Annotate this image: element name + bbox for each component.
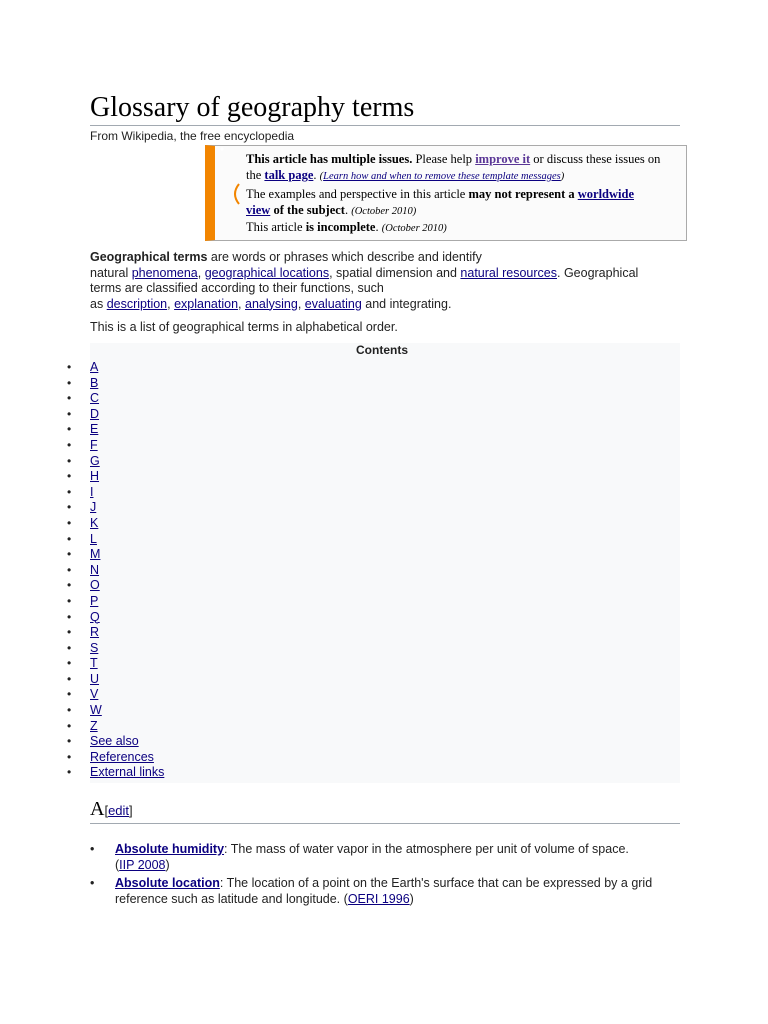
issues-notice-box	[205, 145, 687, 241]
toc-item	[90, 516, 164, 532]
paren: (	[319, 171, 324, 182]
toc-item	[90, 407, 164, 423]
issue-incomplete	[246, 219, 447, 237]
toc-item	[90, 610, 164, 626]
issue-text: .	[344, 203, 352, 217]
toc-item	[90, 672, 164, 688]
intro-line	[90, 266, 680, 282]
section-heading-a	[90, 798, 133, 821]
toc-link[interactable]: N	[90, 562, 100, 577]
toc-item	[90, 656, 164, 672]
issues-summary-line	[246, 151, 660, 167]
toc-item	[90, 765, 164, 781]
toc-link[interactable]: L	[90, 531, 97, 546]
toc-item	[90, 734, 164, 750]
intro-line	[90, 250, 680, 266]
toc-link[interactable]: G	[90, 453, 100, 468]
issue-bold: of the subject	[270, 203, 345, 217]
worldwide-link[interactable]: worldwide	[577, 187, 634, 201]
toc-link-references[interactable]: References	[90, 749, 154, 764]
toc-link[interactable]: J	[90, 500, 97, 515]
issue-text: The examples and perspective in this article	[246, 187, 469, 201]
intro-text: ,	[297, 296, 305, 311]
intro-bold-term: Geographical terms	[90, 250, 208, 264]
toc-item	[90, 703, 164, 719]
toc-item	[90, 454, 164, 470]
section-heading-text: A	[90, 798, 105, 820]
description-link[interactable]: description	[106, 296, 168, 311]
toc-item	[90, 750, 164, 766]
citation-link[interactable]: IIP 2008	[119, 858, 166, 872]
toc-item	[90, 469, 164, 485]
intro-text: as	[90, 296, 107, 311]
edit-section-wrapper	[104, 803, 132, 818]
learn-remove-templates-link[interactable]: Learn how and when to remove these template messages	[323, 171, 561, 182]
issue-text: .	[375, 220, 382, 234]
toc-link[interactable]: P	[90, 593, 99, 608]
intro-text: ,	[167, 296, 175, 311]
intro-text: and integrating.	[361, 296, 452, 311]
notice-expand-icon[interactable]	[229, 182, 241, 206]
issue-worldwide-view-cont	[246, 202, 416, 220]
glossary-term-list	[90, 841, 665, 909]
intro-paragraph	[90, 250, 680, 312]
toc-link[interactable]: K	[90, 515, 99, 530]
toc-item	[90, 438, 164, 454]
issue-bold: is incomplete	[305, 220, 376, 234]
toc-link[interactable]: I	[90, 484, 94, 499]
paren: )	[165, 858, 170, 872]
toc-link-external-links[interactable]: External links	[90, 765, 165, 780]
issues-talk-line	[246, 167, 564, 185]
toc-link[interactable]: U	[90, 671, 100, 686]
toc-item	[90, 376, 164, 392]
title-divider	[90, 125, 680, 126]
toc-link[interactable]: W	[90, 703, 102, 718]
issues-summary-bold: This article has multiple issues.	[246, 152, 413, 166]
issue-date: (October 2010)	[381, 223, 447, 234]
paren: (	[343, 892, 348, 906]
toc-link[interactable]: V	[90, 687, 99, 702]
issues-text: .	[313, 168, 320, 182]
toc-item	[90, 625, 164, 641]
toc-link[interactable]: F	[90, 437, 98, 452]
toc-link-see-also[interactable]: See also	[90, 734, 139, 749]
toc-link[interactable]: D	[90, 406, 100, 421]
toc-item	[90, 578, 164, 594]
intro-text: terms are classified according to their functions, such	[90, 281, 384, 295]
term-definition: : The mass of water vapor in the atmosphere per unit of volume of space.	[224, 842, 629, 856]
bracket: ]	[129, 803, 133, 818]
glossary-entry	[90, 875, 665, 907]
bracket: [	[104, 803, 109, 818]
intro-text: , spatial dimension and	[329, 265, 461, 280]
issue-date: (October 2010)	[351, 206, 417, 217]
page-title: Glossary of geography terms	[90, 92, 415, 123]
notice-accent-icon	[219, 146, 225, 152]
section-divider	[90, 823, 680, 824]
evaluating-link[interactable]: evaluating	[304, 296, 362, 311]
toc-item	[90, 532, 164, 548]
toc-link[interactable]: Z	[90, 718, 98, 733]
term-link[interactable]: Absolute humidity	[115, 842, 225, 856]
learn-more-wrapper	[320, 171, 565, 182]
intro-line	[90, 281, 680, 297]
intro-text: ,	[197, 265, 205, 280]
intro-line	[90, 297, 680, 313]
phenomena-link[interactable]: phenomena	[131, 265, 198, 280]
toc-item	[90, 485, 164, 501]
analysing-link[interactable]: analysing	[245, 296, 298, 311]
toc-link[interactable]: B	[90, 375, 99, 390]
issues-text: the	[246, 168, 265, 182]
term-definition: : The location of a point on the Earth's surface that can be expressed by a grid reference such as latitude and longitude.	[115, 876, 653, 906]
table-of-contents	[90, 343, 680, 783]
toc-item	[90, 563, 164, 579]
toc-link[interactable]: O	[90, 578, 100, 593]
worldwide-view-link[interactable]: view	[246, 203, 271, 217]
toc-link[interactable]: M	[90, 547, 101, 562]
list-intro-text: This is a list of geographical terms in alphabetical order.	[90, 320, 398, 334]
toc-item	[90, 422, 164, 438]
term-link[interactable]: Absolute location	[115, 876, 220, 890]
tagline: From Wikipedia, the free encyclopedia	[90, 129, 295, 143]
explanation-link[interactable]: explanation	[174, 296, 239, 311]
toc-item	[90, 391, 164, 407]
paren: )	[560, 171, 565, 182]
issue-text: This article	[246, 220, 306, 234]
toc-link[interactable]: A	[90, 360, 99, 374]
paren: )	[409, 892, 414, 906]
paren: (	[115, 858, 120, 872]
citation-link[interactable]: OERI 1996	[347, 892, 410, 906]
toc-link[interactable]: T	[90, 656, 98, 671]
toc-link[interactable]: Q	[90, 609, 100, 624]
toc-item	[90, 594, 164, 610]
intro-text: ,	[238, 296, 245, 311]
toc-item	[90, 641, 164, 657]
toc-link[interactable]: R	[90, 625, 100, 640]
issue-bold: may not represent a	[468, 187, 575, 201]
toc-item	[90, 547, 164, 563]
issues-text: Please help	[412, 152, 476, 166]
intro-text: are words or phrases which describe and identify	[207, 250, 482, 264]
intro-text: natural	[90, 265, 132, 280]
talk-page-link[interactable]: talk page	[264, 168, 314, 182]
toc-link[interactable]: E	[90, 422, 99, 437]
toc-item	[90, 719, 164, 735]
toc-list	[90, 360, 164, 781]
toc-link[interactable]: H	[90, 469, 100, 484]
toc-link[interactable]: S	[90, 640, 99, 655]
edit-section-link[interactable]: edit	[108, 803, 130, 818]
glossary-entry	[90, 841, 665, 873]
toc-link[interactable]: C	[90, 391, 100, 406]
natural-resources-link[interactable]: natural resources	[460, 265, 557, 280]
toc-item	[90, 687, 164, 703]
toc-item	[90, 360, 164, 376]
issue-worldwide-view	[246, 186, 634, 202]
improve-it-link[interactable]: improve it	[475, 152, 531, 166]
toc-title: Contents	[356, 343, 408, 357]
issues-text: or discuss these issues on	[530, 152, 661, 166]
intro-text: . Geographical	[557, 265, 639, 280]
toc-item	[90, 500, 164, 516]
geographical-locations-link[interactable]: geographical locations	[204, 265, 330, 280]
